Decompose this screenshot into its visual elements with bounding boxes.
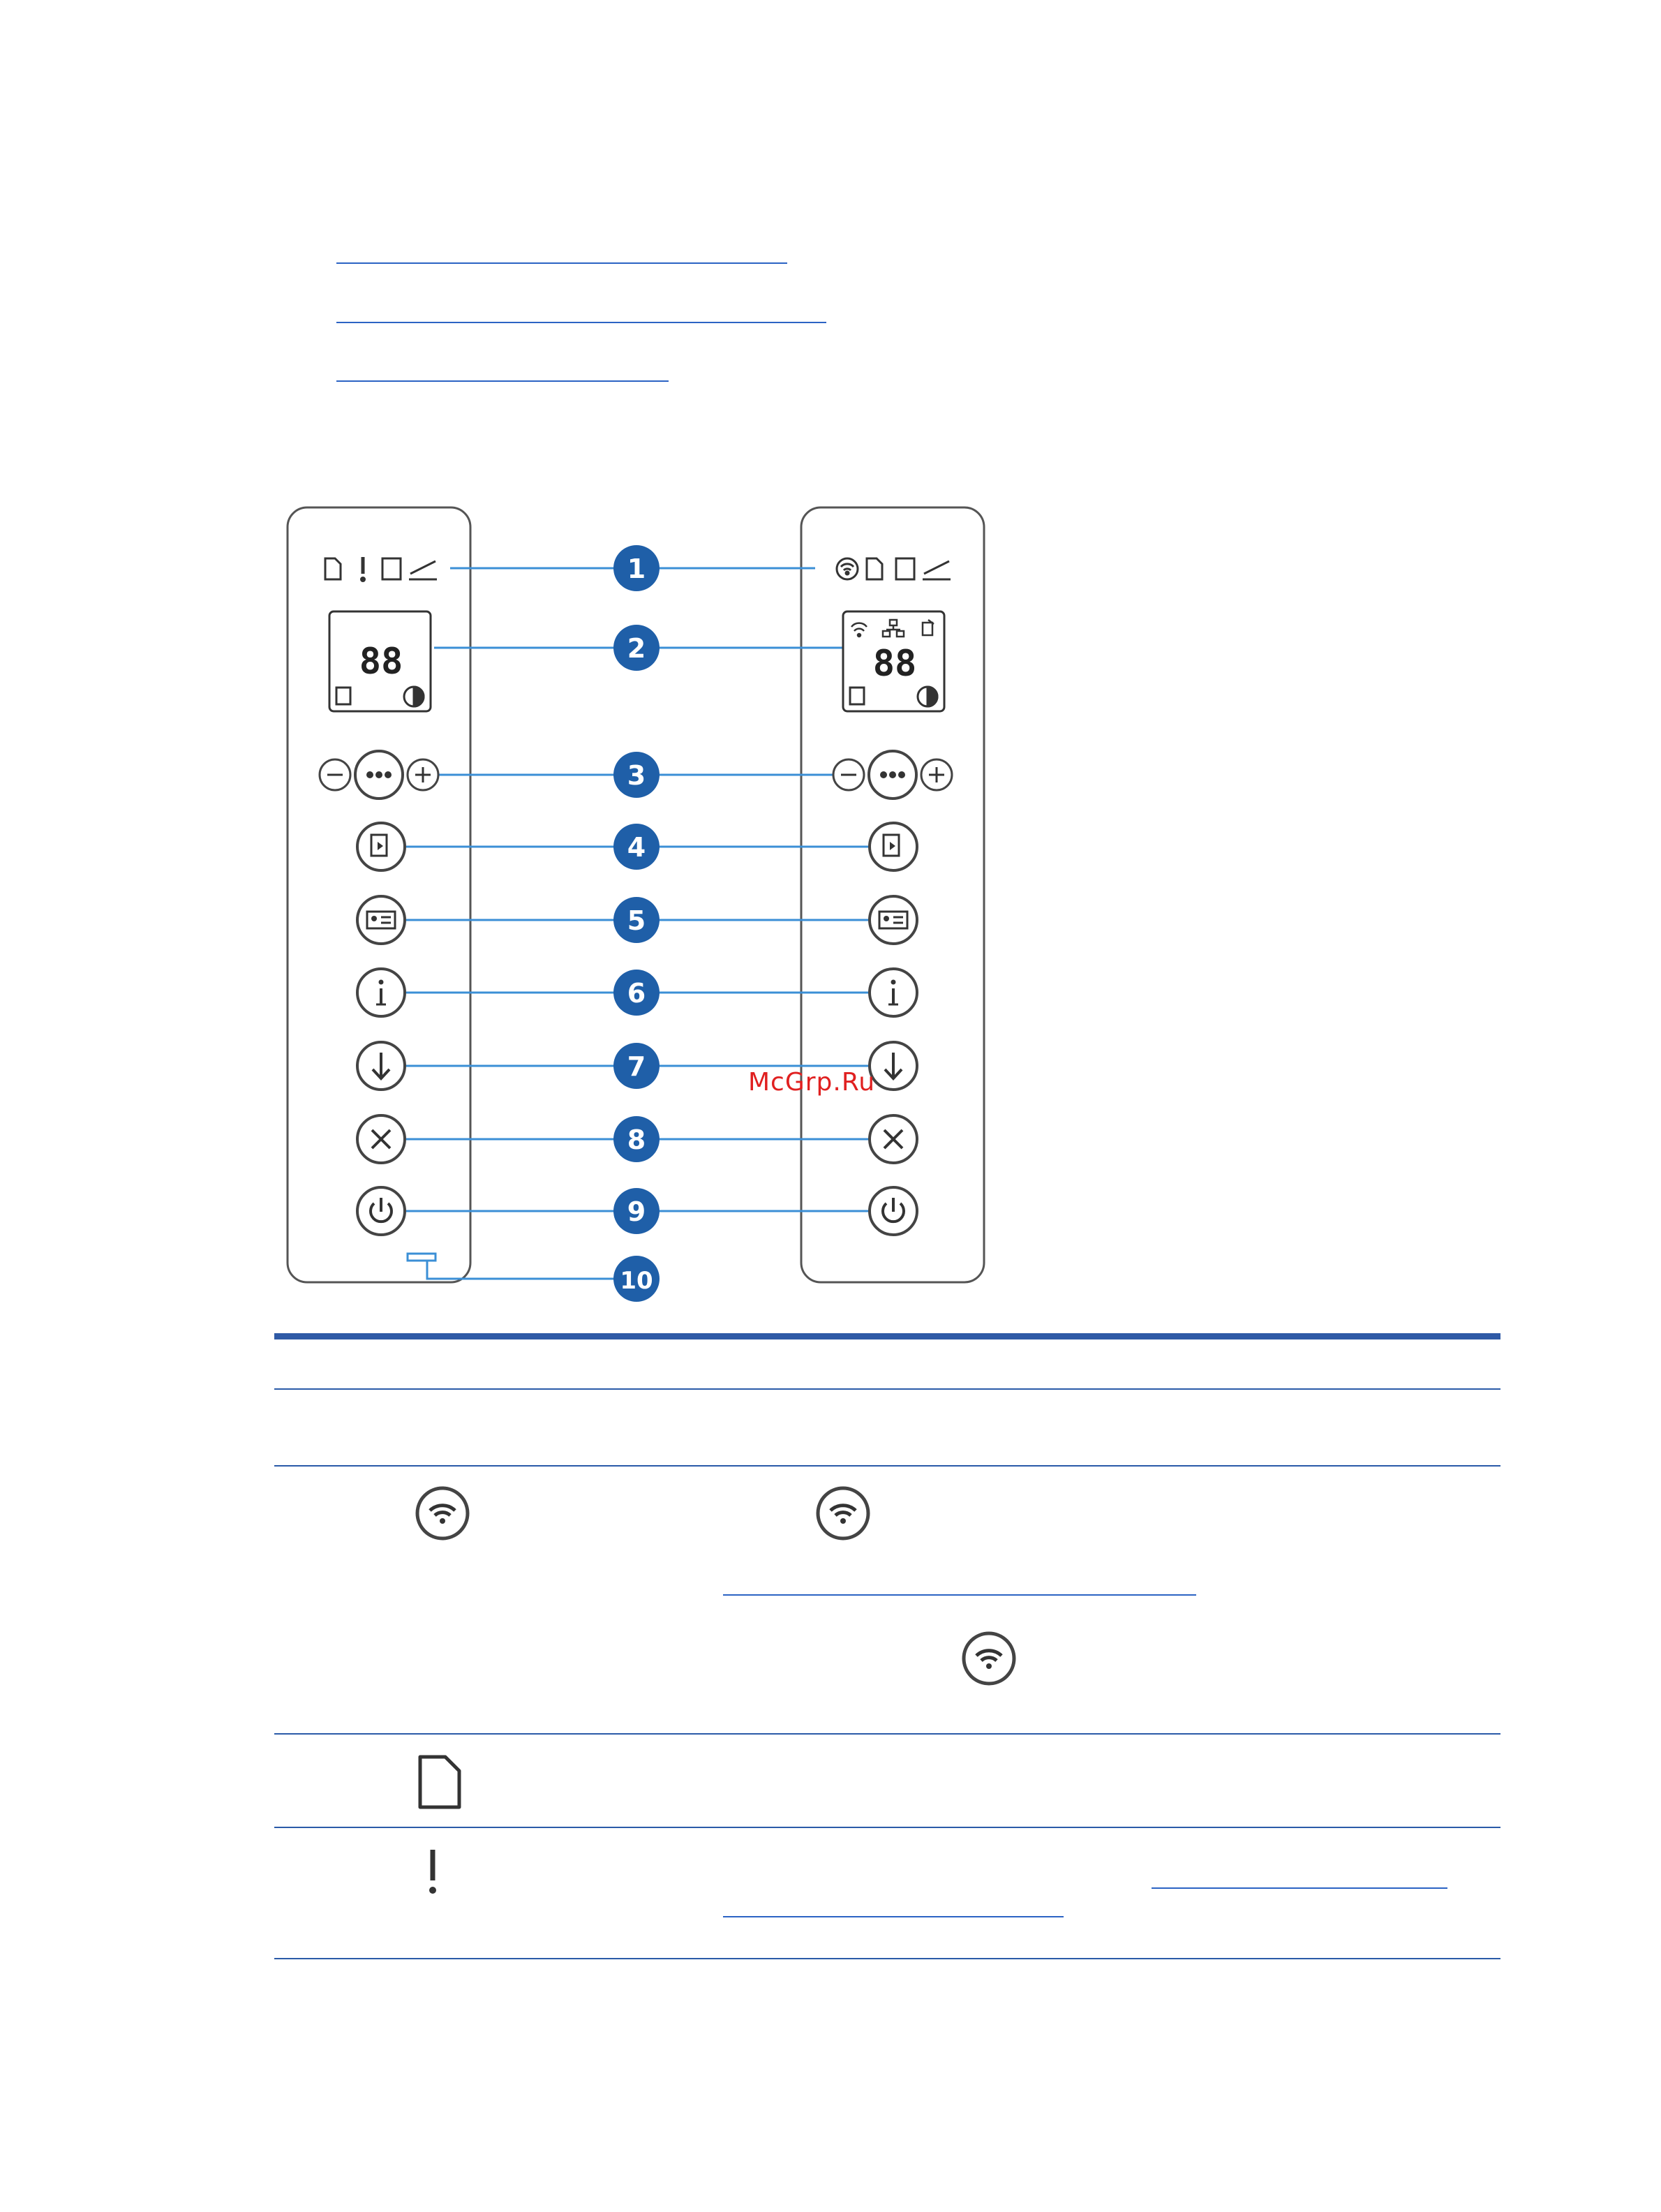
paper-icon (416, 1754, 465, 1810)
right-display-digits: 88 (872, 643, 917, 685)
right-power-button (870, 1187, 917, 1235)
left-id-copy-button (357, 896, 405, 944)
attention-icon (362, 557, 365, 581)
table-row-rule-3 (274, 1827, 1500, 1828)
watermark: McGrp.Ru (748, 1068, 876, 1097)
left-resume-button (357, 1042, 405, 1090)
right-resume-button (870, 1042, 917, 1090)
left-power-button (357, 1187, 405, 1235)
left-cancel-button (357, 1115, 405, 1163)
row-wifi-link[interactable] (723, 1594, 1196, 1596)
table-row-rule-1 (274, 1465, 1500, 1467)
attention-icon (424, 1847, 441, 1896)
callout-label-2: 2 (627, 633, 646, 664)
table-bottom-rule (274, 1958, 1500, 1959)
right-id-copy-button (870, 896, 917, 944)
callout-label-6: 6 (627, 978, 646, 1009)
callout-label-3: 3 (627, 760, 646, 791)
table-header-rule (274, 1388, 1500, 1390)
row-attention-link-1[interactable] (1152, 1887, 1447, 1889)
callout-label-9: 9 (627, 1196, 646, 1227)
indicator-light (408, 1254, 435, 1261)
right-information-button (870, 969, 917, 1016)
left-copy-button (357, 823, 405, 870)
callout-label-4: 4 (627, 832, 646, 863)
right-copy-button (870, 823, 917, 870)
callout-label-7: 7 (627, 1051, 646, 1082)
wifi-icon (815, 1485, 871, 1541)
wifi-icon (961, 1631, 1017, 1686)
table-top-rule (274, 1333, 1500, 1339)
callout-label-8: 8 (627, 1124, 646, 1155)
callout-label-10: 10 (620, 1267, 653, 1295)
left-information-button (357, 969, 405, 1016)
left-display-digits: 88 (359, 641, 403, 683)
wifi-icon (415, 1485, 470, 1541)
right-cancel-button (870, 1115, 917, 1163)
callout-label-1: 1 (627, 554, 646, 584)
table-row-rule-2 (274, 1733, 1500, 1735)
row-attention-link-2[interactable] (723, 1916, 1064, 1917)
callout-label-5: 5 (627, 905, 646, 936)
